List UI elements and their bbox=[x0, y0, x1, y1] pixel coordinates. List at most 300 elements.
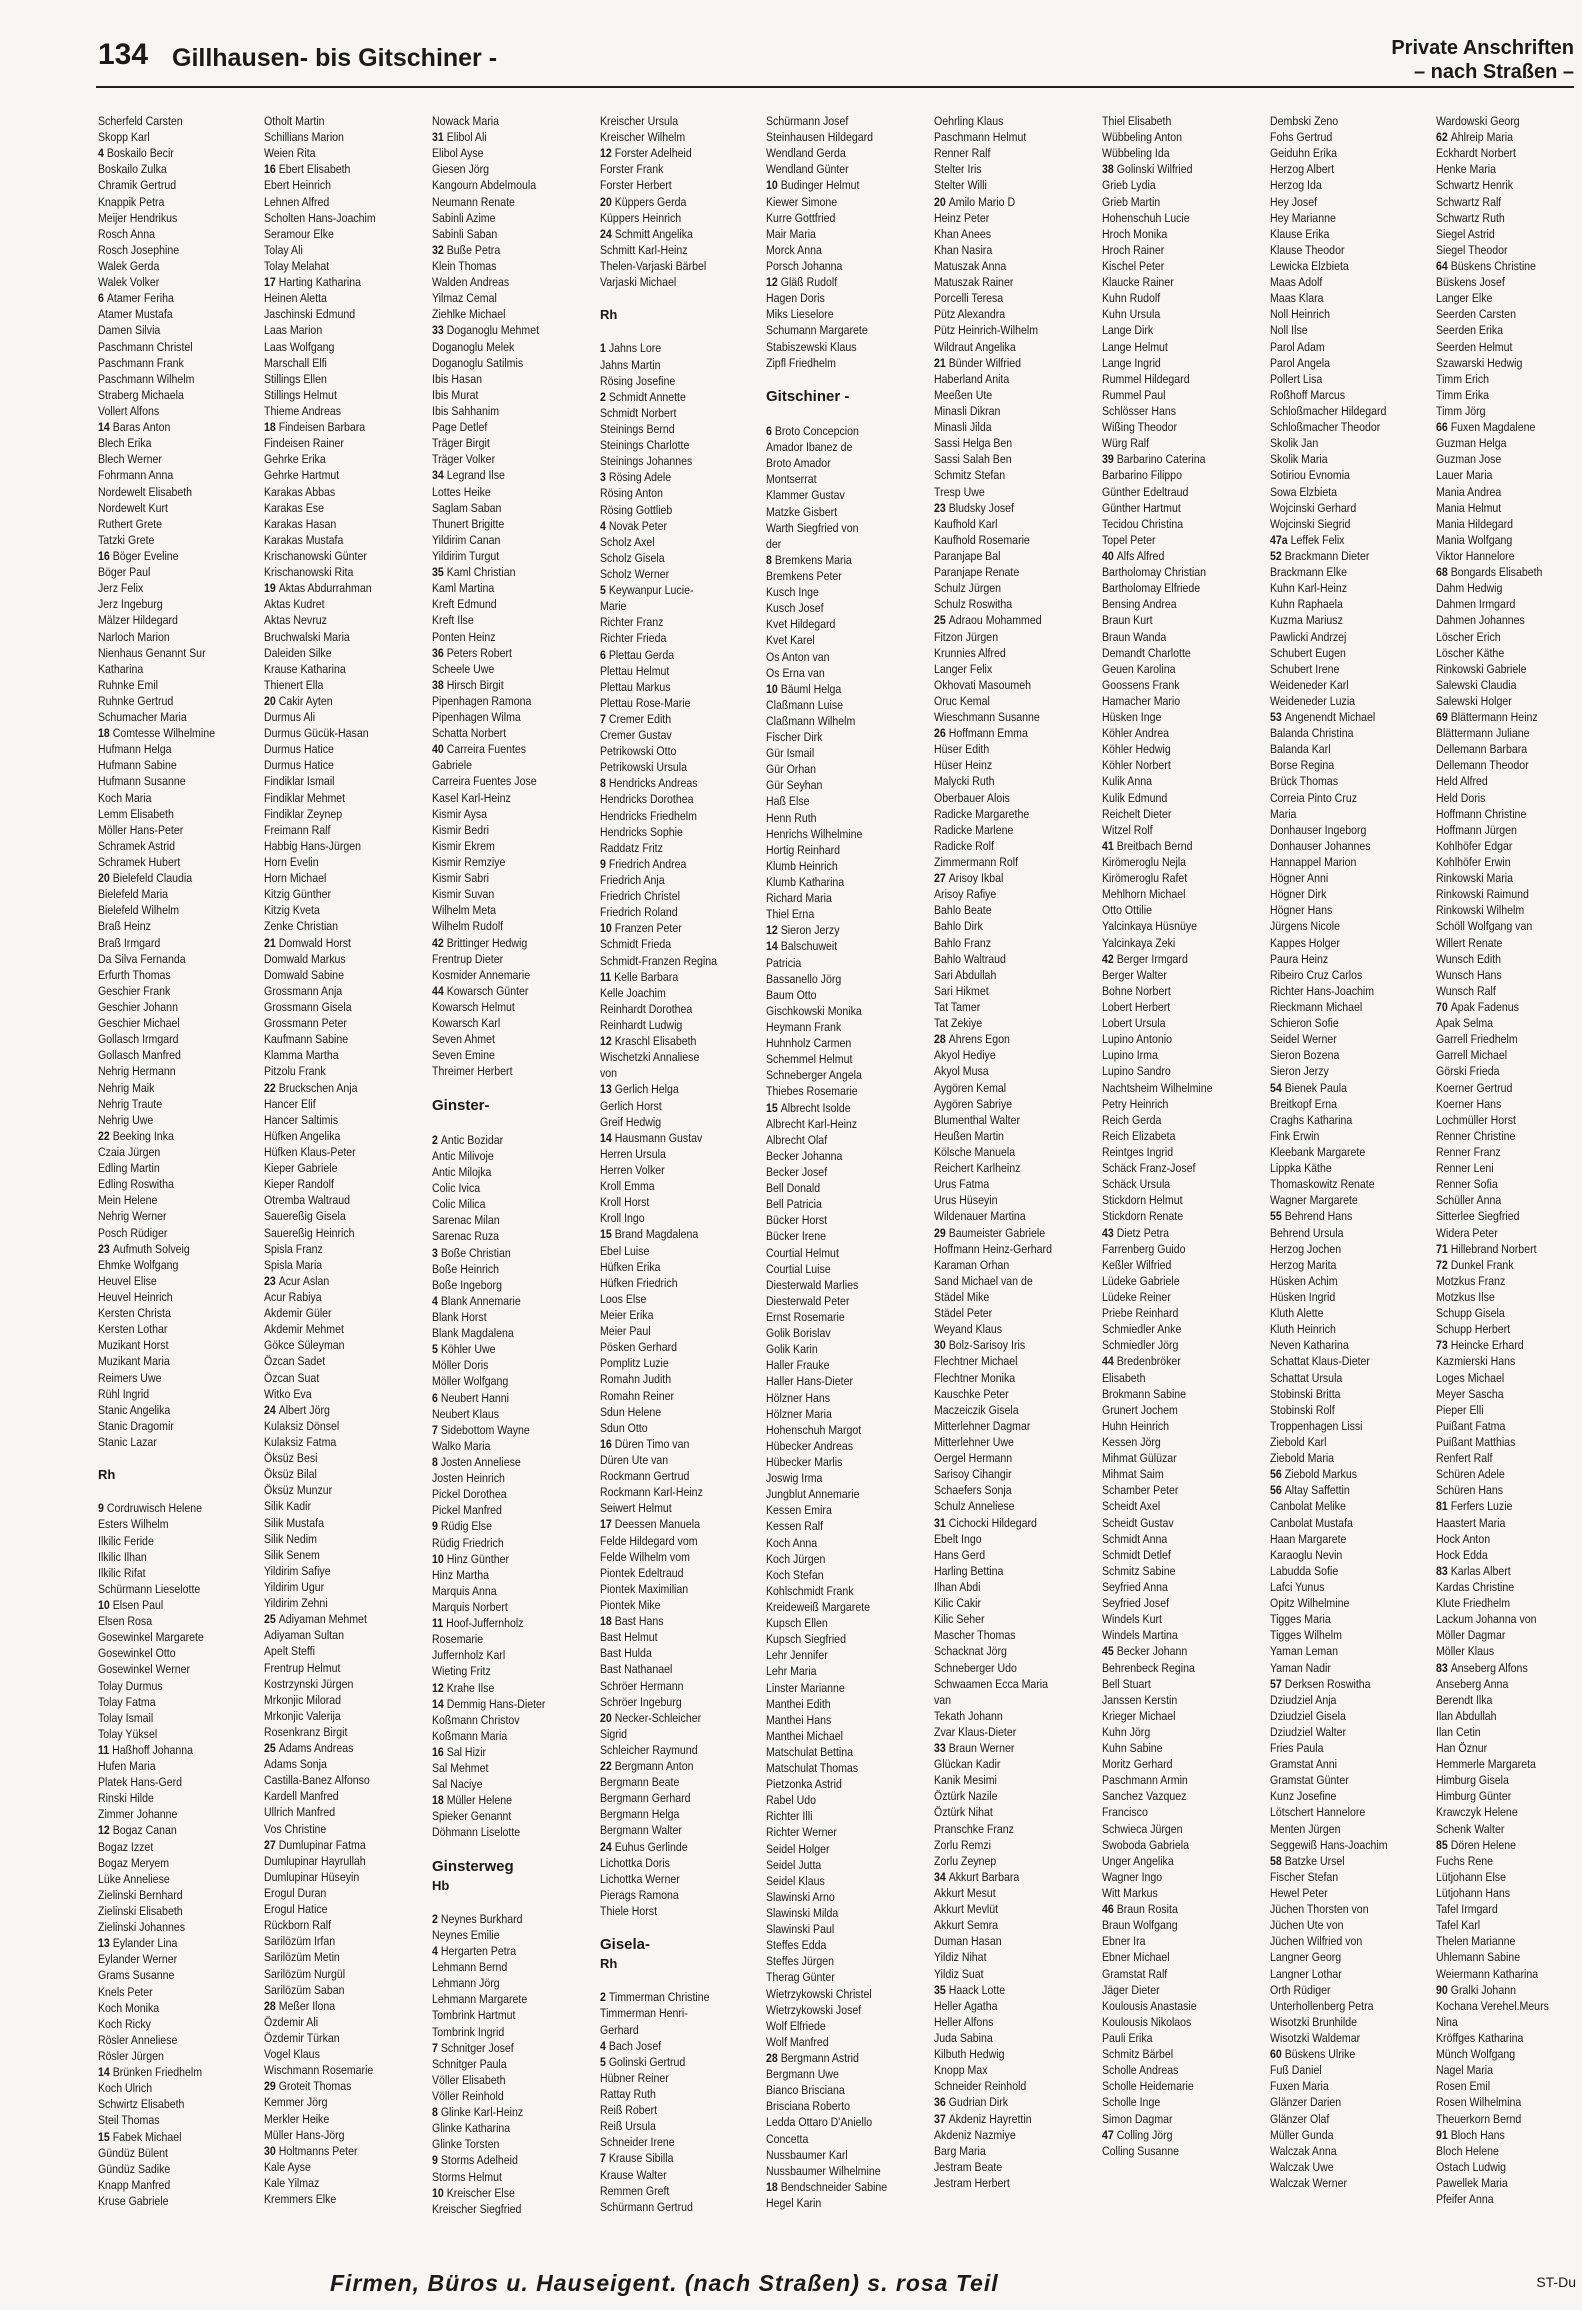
directory-entry: Slawinski Arno bbox=[766, 1889, 835, 1904]
directory-entry: Akdeniz Nazmiye bbox=[934, 2127, 1016, 2142]
directory-entry: Erogul Duran bbox=[264, 1886, 327, 1901]
directory-entry: Mein Helene bbox=[98, 1193, 158, 1208]
house-number: 58 bbox=[1270, 1853, 1285, 1868]
directory-entry: Sanchez Vazquez bbox=[1102, 1789, 1187, 1804]
directory-entry: Akkurt Mesut bbox=[934, 1886, 996, 1901]
directory-entry: Schupp Herbert bbox=[1436, 1322, 1511, 1337]
directory-entry: Schmiedler Jörg bbox=[1102, 1338, 1179, 1353]
directory-entry: Schmiedler Anke bbox=[1102, 1322, 1182, 1337]
directory-entry: Sowa Elzbieta bbox=[1270, 484, 1338, 499]
directory-entry: Janssen Kerstin bbox=[1102, 1692, 1178, 1707]
directory-entry: Bergmann Beate bbox=[600, 1775, 680, 1790]
directory-entry: 37 Akdeniz Hayrettin bbox=[934, 2111, 1032, 2126]
house-number: 12 bbox=[432, 1680, 447, 1695]
directory-entry: Doganoglu Melek bbox=[432, 339, 515, 354]
directory-entry: Balanda Christina bbox=[1270, 726, 1354, 741]
directory-entry: 8 Hendricks Andreas bbox=[600, 776, 698, 791]
house-number: 23 bbox=[264, 1273, 279, 1288]
directory-entry: 28 Meßer Ilona bbox=[264, 1998, 336, 2013]
directory-entry: Lewicka Elzbieta bbox=[1270, 258, 1349, 273]
directory-entry: Witko Eva bbox=[264, 1386, 312, 1401]
directory-entry: 16 Böger Eveline bbox=[98, 548, 179, 563]
directory-entry: Karaman Orhan bbox=[934, 1257, 1010, 1272]
directory-entry: Urus Hüseyin bbox=[934, 1193, 998, 1208]
directory-entry: Forster Frank bbox=[600, 162, 664, 177]
directory-entry: Schürmann Gertrud bbox=[600, 2199, 693, 2214]
directory-entry: 33 Doganoglu Mehmet bbox=[432, 323, 540, 338]
directory-entry: Lehmann Bernd bbox=[432, 1960, 508, 1975]
house-number: 9 bbox=[432, 2153, 441, 2168]
directory-entry: Oergel Hermann bbox=[934, 1451, 1013, 1466]
directory-entry: Koßmann Maria bbox=[432, 1728, 508, 1743]
directory-entry: Walczak Uwe bbox=[1270, 2159, 1334, 2174]
directory-entry: Sarilözüm Saban bbox=[264, 1982, 345, 1997]
directory-entry: Rosen Emil bbox=[1436, 2079, 1491, 2094]
directory-entry: Wardowski Georg bbox=[1436, 114, 1520, 128]
footer-note: Firmen, Büros u. Hauseigent. (nach Straßen) s. rosa Teil bbox=[330, 2270, 999, 2296]
directory-entry: Katharina bbox=[98, 661, 144, 676]
directory-entry: Sarisoy Cihangir bbox=[934, 1467, 1012, 1482]
directory-entry: Schattat Ursula bbox=[1270, 1370, 1343, 1385]
directory-entry: Hübecker Marlis bbox=[766, 1454, 843, 1469]
directory-entry: Lüke Anneliese bbox=[98, 1871, 170, 1886]
directory-entry: Lafci Yunus bbox=[1270, 1579, 1325, 1594]
directory-entry: Reinhardt Ludwig bbox=[600, 1018, 683, 1033]
directory-entry: Marschall Elfi bbox=[264, 355, 327, 370]
directory-entry: Balanda Karl bbox=[1270, 742, 1331, 757]
directory-entry: Kulaksiz Dönsel bbox=[264, 1418, 340, 1433]
house-number: 27 bbox=[934, 871, 949, 886]
directory-entry: 83 Anseberg Alfons bbox=[1436, 1660, 1528, 1675]
house-number: 12 bbox=[600, 146, 615, 161]
directory-entry: Kunz Josefine bbox=[1270, 1789, 1337, 1804]
directory-entry: Therag Günter bbox=[766, 1970, 835, 1985]
directory-entry: Brisciana Roberto bbox=[766, 2099, 851, 2114]
directory-entry: Braun Wanda bbox=[1102, 629, 1167, 644]
directory-entry: Brokmann Sabine bbox=[1102, 1386, 1187, 1401]
directory-entry: 20 Amilo Mario D bbox=[934, 194, 1016, 209]
directory-entry: Gramstat Anni bbox=[1270, 1757, 1338, 1772]
house-number: 45 bbox=[1102, 1644, 1117, 1659]
directory-entry: Sigrid bbox=[600, 1726, 628, 1741]
house-number: 60 bbox=[1270, 2047, 1285, 2062]
directory-entry: Salewski Claudia bbox=[1436, 677, 1517, 692]
directory-entry: Wildenauer Martina bbox=[934, 1209, 1026, 1224]
directory-entry: Bahlo Beate bbox=[934, 903, 992, 918]
directory-entry: Braun Wolfgang bbox=[1102, 1918, 1178, 1933]
directory-entry: Morck Anna bbox=[766, 242, 822, 257]
directory-entry: 53 Angenendt Michael bbox=[1270, 710, 1376, 725]
directory-entry: Piontek Maximilian bbox=[600, 1581, 689, 1596]
directory-entry: Yildirim Ugur bbox=[264, 1579, 325, 1594]
directory-entry: Ebelt Ingo bbox=[934, 1531, 982, 1546]
directory-entry: 24 Euhus Gerlinde bbox=[600, 1839, 688, 1854]
directory-entry: Aygören Sabriye bbox=[934, 1096, 1013, 1111]
directory-entry: 69 Blättermann Heinz bbox=[1436, 710, 1538, 725]
directory-entry: Mehlhorn Michael bbox=[1102, 887, 1186, 902]
directory-entry: Friedrich Anja bbox=[600, 873, 665, 888]
directory-entry: Schloßmacher Theodor bbox=[1270, 420, 1381, 435]
directory-column bbox=[600, 113, 760, 2223]
house-number: 29 bbox=[264, 2079, 279, 2094]
house-number: 10 bbox=[432, 1551, 447, 1566]
directory-entry: Ilan Abdullah bbox=[1436, 1708, 1497, 1723]
directory-entry: 81 Ferfers Luzie bbox=[1436, 1499, 1513, 1514]
directory-entry: Gerlich Horst bbox=[600, 1098, 662, 1113]
directory-entry: Reich Elizabeta bbox=[1102, 1128, 1176, 1143]
directory-entry: Kismir Aysa bbox=[432, 806, 488, 821]
house-number: 41 bbox=[1102, 838, 1117, 853]
directory-entry: Stillings Helmut bbox=[264, 387, 337, 402]
directory-entry: Yalcinkaya Hüsnüye bbox=[1102, 919, 1198, 934]
directory-entry: Rockmann Karl-Heinz bbox=[600, 1485, 703, 1500]
directory-entry: Baum Otto bbox=[766, 987, 817, 1002]
directory-entry: Mrkonjic Milorad bbox=[264, 1692, 341, 1707]
directory-entry: Stobinski Rolf bbox=[1270, 1402, 1335, 1417]
directory-entry: Wendland Gerda bbox=[766, 146, 846, 161]
directory-entry: Wildraut Angelika bbox=[934, 339, 1016, 354]
directory-entry: Schlösser Hans bbox=[1102, 403, 1177, 418]
house-number: 40 bbox=[1102, 548, 1117, 563]
directory-entry: Saglam Saban bbox=[432, 500, 502, 515]
directory-entry: Aktas Kudret bbox=[264, 597, 325, 612]
directory-entry: Seyfried Josef bbox=[1102, 1596, 1170, 1611]
directory-entry: 18 Bast Hans bbox=[600, 1614, 664, 1629]
directory-entry: Träger Volker bbox=[432, 452, 496, 467]
directory-entry: Klamma Martha bbox=[264, 1048, 339, 1063]
directory-entry: Schulz Anneliese bbox=[934, 1499, 1015, 1514]
directory-entry: Aktas Nevruz bbox=[264, 613, 327, 628]
directory-entry: Schwartz Henrik bbox=[1436, 178, 1513, 193]
directory-entry: Albrecht Olaf bbox=[766, 1132, 828, 1147]
directory-entry: Minasli Dikran bbox=[934, 403, 1001, 418]
directory-entry: Koch Stefan bbox=[766, 1567, 824, 1582]
directory-entry: Otto Ottilie bbox=[1102, 903, 1152, 918]
directory-entry: Eylander Werner bbox=[98, 1952, 178, 1967]
directory-entry: Slawinski Paul bbox=[766, 1922, 835, 1937]
directory-entry: Bergmann Helga bbox=[600, 1807, 680, 1822]
directory-entry: Dumlupinar Hüseyin bbox=[264, 1869, 360, 1884]
directory-entry: Hüfken Erika bbox=[600, 1259, 661, 1274]
directory-entry: Horn Michael bbox=[264, 871, 327, 886]
house-number: 44 bbox=[1102, 1354, 1117, 1369]
directory-entry: Gollasch Manfred bbox=[98, 1048, 181, 1063]
directory-entry: Seidel Holger bbox=[766, 1841, 830, 1856]
directory-entry: Courtial Luise bbox=[766, 1261, 831, 1276]
house-number: 20 bbox=[600, 1710, 615, 1725]
spacer bbox=[98, 1484, 258, 1500]
directory-entry: Dumlupinar Hayrullah bbox=[264, 1853, 366, 1868]
directory-entry: Seerden Helmut bbox=[1436, 339, 1513, 354]
directory-column bbox=[766, 113, 926, 2223]
directory-entry: Slawinski Milda bbox=[766, 1906, 839, 1921]
house-number: 8 bbox=[432, 2105, 441, 2120]
directory-entry: Schmidt Norbert bbox=[600, 405, 677, 420]
directory-entry: Koch Maria bbox=[98, 790, 152, 805]
directory-entry: Glinke Katharina bbox=[432, 2121, 511, 2136]
directory-entry: Herren Ursula bbox=[600, 1146, 666, 1161]
directory-entry: Lange Dirk bbox=[1102, 323, 1154, 338]
street-heading: Gisela- bbox=[600, 1936, 651, 1954]
directory-entry: Maas Klara bbox=[1270, 291, 1324, 306]
directory-entry: Renner Sofia bbox=[1436, 1177, 1498, 1192]
directory-entry: Kroll Ingo bbox=[600, 1211, 645, 1226]
directory-entry: Löscher Käthe bbox=[1436, 645, 1505, 660]
directory-entry: 17 Harting Katharina bbox=[264, 275, 362, 290]
directory-entry: Haß Else bbox=[766, 794, 810, 809]
directory-entry: Schöll Wolfgang van bbox=[1436, 919, 1533, 934]
directory-entry: Claßmann Luise bbox=[766, 697, 844, 712]
directory-entry: Vos Christine bbox=[264, 1821, 327, 1836]
directory-entry: Romahn Reiner bbox=[600, 1388, 675, 1403]
directory-entry: Völler Elisabeth bbox=[432, 2072, 506, 2087]
directory-entry: Jestram Beate bbox=[934, 2159, 1003, 2174]
directory-entry: Jaschinski Edmund bbox=[264, 307, 356, 322]
directory-entry: Zipfl Friedhelm bbox=[766, 355, 836, 370]
directory-entry: Ledda Ottaro D'Aniello bbox=[766, 2115, 873, 2130]
directory-column bbox=[934, 113, 1094, 2223]
directory-entry: Breitkopf Erna bbox=[1270, 1096, 1338, 1111]
directory-entry: Yilmaz Cemal bbox=[432, 291, 497, 306]
directory-entry: 71 Hillebrand Norbert bbox=[1436, 1241, 1537, 1256]
directory-entry: Heller Agatha bbox=[934, 1998, 998, 2013]
directory-entry: Jerz Felix bbox=[98, 581, 144, 596]
house-number: 43 bbox=[1102, 1225, 1117, 1240]
directory-entry: 10 Franzen Peter bbox=[600, 921, 682, 936]
directory-entry: Maas Adolf bbox=[1270, 275, 1323, 290]
directory-entry: Vollert Alfons bbox=[98, 403, 160, 418]
directory-entry: Zimmer Johanne bbox=[98, 1807, 178, 1822]
directory-entry: Reich Gerda bbox=[1102, 1112, 1162, 1127]
directory-entry: Nordewelt Elisabeth bbox=[98, 484, 193, 499]
directory-entry: Ehmke Wolfgang bbox=[98, 1257, 179, 1272]
directory-entry: Henke Maria bbox=[1436, 162, 1496, 177]
directory-columns bbox=[98, 113, 1574, 2223]
directory-entry: Kersten Christa bbox=[98, 1306, 171, 1321]
house-number: 10 bbox=[432, 2185, 447, 2200]
directory-entry: Skolik Jan bbox=[1270, 436, 1319, 451]
directory-entry: Kieper Randolf bbox=[264, 1177, 334, 1192]
directory-entry: Hans Gerd bbox=[934, 1547, 986, 1562]
directory-entry: Mania Helmut bbox=[1436, 500, 1502, 515]
directory-entry: Bell Donald bbox=[766, 1181, 821, 1196]
directory-entry: Ziebold Karl bbox=[1270, 1434, 1327, 1449]
directory-entry: Schemmel Helmut bbox=[766, 1052, 853, 1067]
directory-entry: Schäck Ursula bbox=[1102, 1177, 1171, 1192]
directory-entry: Henrichs Wilhelmine bbox=[766, 826, 863, 841]
directory-entry: 42 Berger Irmgard bbox=[1102, 951, 1188, 966]
directory-entry: Kvet Karel bbox=[766, 633, 815, 648]
house-number: 15 bbox=[98, 2129, 113, 2144]
directory-entry: 27 Arisoy Ikbal bbox=[934, 871, 1004, 886]
directory-entry: Huhn Heinrich bbox=[1102, 1418, 1170, 1433]
directory-entry: Lottes Heike bbox=[432, 484, 491, 499]
house-number: 12 bbox=[600, 1034, 615, 1049]
directory-entry: Lüdeke Reiner bbox=[1102, 1289, 1171, 1304]
directory-entry: Reichelt Dieter bbox=[1102, 806, 1172, 821]
directory-entry: Sarilözüm Irfan bbox=[264, 1934, 336, 1949]
directory-entry: Nachtsheim Wilhelmine bbox=[1102, 1080, 1213, 1095]
house-number: 29 bbox=[934, 1225, 949, 1240]
directory-entry: 9 Friedrich Andrea bbox=[600, 856, 687, 871]
street-heading: Ginsterweg bbox=[432, 1857, 514, 1875]
directory-entry: 14 Demmig Hans-Dieter bbox=[432, 1696, 546, 1711]
directory-entry: Bianco Brisciana bbox=[766, 2083, 845, 2098]
directory-entry: Menten Jürgen bbox=[1270, 1821, 1341, 1836]
directory-entry: Seven Emine bbox=[432, 1048, 495, 1063]
directory-entry: Wilhelm Meta bbox=[432, 903, 497, 918]
directory-entry: Stelter Willi bbox=[934, 178, 987, 193]
directory-entry: Puißant Matthias bbox=[1436, 1434, 1516, 1449]
directory-entry: Os Anton van bbox=[766, 649, 830, 664]
directory-entry: Düren Ute van bbox=[600, 1452, 669, 1467]
directory-entry: Tolay Fatma bbox=[98, 1694, 156, 1709]
directory-entry: Dellemann Barbara bbox=[1436, 742, 1528, 757]
directory-entry: Seggewiß Hans-Joachim bbox=[1270, 1837, 1388, 1852]
directory-entry: Nehrig Hermann bbox=[98, 1064, 176, 1079]
house-number: 83 bbox=[1436, 1563, 1451, 1578]
directory-entry: Kismir Suvan bbox=[432, 887, 495, 902]
directory-entry: Walden Andreas bbox=[432, 275, 510, 290]
directory-entry: Gökce Süleyman bbox=[264, 1338, 345, 1353]
directory-entry: Walek Volker bbox=[98, 275, 160, 290]
directory-entry: Sari Abdullah bbox=[934, 967, 997, 982]
directory-entry: Friedrich Roland bbox=[600, 905, 678, 920]
house-number: 7 bbox=[432, 2040, 441, 2055]
directory-entry: Sdun Otto bbox=[600, 1420, 648, 1435]
directory-entry: 25 Adiyaman Mehmet bbox=[264, 1612, 367, 1627]
directory-entry: Urus Fatma bbox=[934, 1177, 990, 1192]
directory-entry: Matschulat Thomas bbox=[766, 1761, 859, 1776]
directory-column bbox=[1102, 113, 1262, 2223]
directory-entry: Geiduhn Erika bbox=[1270, 146, 1338, 161]
directory-entry: Bell Stuart bbox=[1102, 1676, 1151, 1691]
directory-entry: Tolay Yüksel bbox=[98, 1726, 158, 1741]
directory-entry: Langner Georg bbox=[1270, 1950, 1342, 1965]
directory-entry: 9 Storms Adelheid bbox=[432, 2153, 518, 2168]
directory-entry: Wojcinski Siegrid bbox=[1270, 516, 1351, 531]
directory-entry: Loos Else bbox=[600, 1291, 647, 1306]
directory-entry: Kardas Christine bbox=[1436, 1579, 1515, 1594]
directory-entry: Thiel Elisabeth bbox=[1102, 114, 1172, 128]
directory-entry: Kremmers Elke bbox=[264, 2192, 337, 2207]
directory-entry: Jüchen Ute von bbox=[1270, 1918, 1344, 1933]
directory-entry: Gabriele bbox=[432, 758, 472, 773]
directory-entry: Khan Anees bbox=[934, 226, 992, 241]
directory-entry: Thiebes Rosemarie bbox=[766, 1084, 858, 1099]
directory-entry: Noll Heinrich bbox=[1270, 307, 1330, 322]
directory-entry: 5 Keywanpur Lucie- bbox=[600, 583, 694, 598]
directory-entry: 23 Aufmuth Solveig bbox=[98, 1241, 190, 1256]
directory-entry: Krunnies Alfred bbox=[934, 645, 1006, 660]
house-number: 22 bbox=[600, 1759, 615, 1774]
directory-entry: Koerner Gertrud bbox=[1436, 1080, 1513, 1095]
directory-entry: Habbig Hans-Jürgen bbox=[264, 838, 362, 853]
directory-entry: Kreft Edmund bbox=[432, 597, 497, 612]
directory-entry: Schupp Gisela bbox=[1436, 1306, 1505, 1321]
directory-entry: Blech Werner bbox=[98, 452, 162, 467]
directory-entry: Pieper Elli bbox=[1436, 1402, 1484, 1417]
directory-entry: 47 Colling Jörg bbox=[1102, 2127, 1173, 2142]
directory-entry: Widera Peter bbox=[1436, 1225, 1498, 1240]
directory-entry: Seerden Erika bbox=[1436, 323, 1504, 338]
directory-entry: Rieckmann Michael bbox=[1270, 1000, 1363, 1015]
house-number: 66 bbox=[1436, 420, 1451, 435]
directory-entry: Narloch Marion bbox=[98, 629, 170, 644]
directory-entry: Grams Susanne bbox=[98, 1968, 175, 1983]
directory-entry: 25 Adraou Mohammed bbox=[934, 613, 1042, 628]
street-heading: Rh bbox=[600, 307, 618, 323]
house-number: 28 bbox=[264, 1998, 279, 2013]
directory-entry: Sabinli Azime bbox=[432, 210, 496, 225]
directory-entry: Skopp Karl bbox=[98, 130, 150, 145]
directory-entry: 35 Kaml Christian bbox=[432, 565, 516, 580]
directory-entry: Schramek Hubert bbox=[98, 855, 181, 870]
directory-entry: Rösler Jürgen bbox=[98, 2049, 164, 2064]
house-number: 2 bbox=[600, 1990, 609, 2005]
house-number: 7 bbox=[600, 711, 609, 726]
directory-entry: Seiwert Helmut bbox=[600, 1501, 672, 1516]
directory-entry: Guzman Jose bbox=[1436, 452, 1502, 467]
directory-entry: Akyol Hediye bbox=[934, 1048, 996, 1063]
directory-entry: 12 Bogaz Canan bbox=[98, 1823, 177, 1838]
directory-entry: Scholle Andreas bbox=[1102, 2063, 1179, 2078]
directory-entry: Findiklar Mehmet bbox=[264, 790, 346, 805]
house-number: 8 bbox=[766, 552, 775, 567]
house-number: 81 bbox=[1436, 1499, 1451, 1514]
directory-entry: Wißing Theodor bbox=[1102, 420, 1178, 435]
directory-entry: 14 Baras Anton bbox=[98, 420, 171, 435]
directory-entry: Elisabeth bbox=[1102, 1370, 1146, 1385]
directory-entry: Willert Renate bbox=[1436, 935, 1503, 950]
directory-entry: Pipenhagen Ramona bbox=[432, 693, 532, 708]
directory-entry: 2 Antic Bozidar bbox=[432, 1132, 504, 1147]
directory-entry: Mania Andrea bbox=[1436, 484, 1502, 499]
directory-entry: Richter Frieda bbox=[600, 631, 667, 646]
directory-entry: Hancer Elif bbox=[264, 1096, 316, 1111]
directory-entry: Petrikowski Otto bbox=[600, 744, 677, 759]
directory-entry: 60 Büskens Ulrike bbox=[1270, 2047, 1356, 2062]
directory-entry: Oehrling Klaus bbox=[934, 114, 1004, 128]
directory-entry: Neubert Klaus bbox=[432, 1406, 500, 1421]
directory-entry: Lochmüller Horst bbox=[1436, 1112, 1516, 1127]
directory-entry: Hroch Rainer bbox=[1102, 242, 1165, 257]
directory-entry: 16 Ebert Elisabeth bbox=[264, 162, 351, 177]
house-number: 35 bbox=[934, 1982, 949, 1997]
directory-entry: Öksüz Bilal bbox=[264, 1467, 317, 1482]
directory-entry: Antic Milojka bbox=[432, 1165, 492, 1179]
directory-entry: Sal Naciye bbox=[432, 1777, 483, 1792]
directory-entry: Weideneder Karl bbox=[1270, 677, 1349, 692]
directory-entry: 14 Brünken Friedhelm bbox=[98, 2065, 203, 2080]
directory-entry: Rösing Gottlieb bbox=[600, 502, 673, 517]
house-number: 25 bbox=[264, 1612, 279, 1627]
house-number: 72 bbox=[1436, 1257, 1451, 1272]
directory-entry: Silik Senem bbox=[264, 1547, 320, 1562]
directory-entry: Stillings Ellen bbox=[264, 371, 327, 386]
directory-entry: Wagner Ingo bbox=[1102, 1869, 1163, 1884]
directory-entry: Mälzer Hildegard bbox=[98, 613, 178, 628]
directory-entry: Lupino Sandro bbox=[1102, 1064, 1171, 1079]
directory-entry: Wieschmann Susanne bbox=[934, 710, 1040, 725]
directory-entry: Topel Peter bbox=[1102, 532, 1156, 547]
directory-entry: 1 Jahns Lore bbox=[600, 341, 662, 356]
directory-entry: Held Doris bbox=[1436, 790, 1486, 805]
directory-entry: Lehmann Margarete bbox=[432, 1992, 528, 2007]
directory-entry: Högner Anni bbox=[1270, 871, 1329, 886]
directory-entry: Scheidt Axel bbox=[1102, 1499, 1161, 1514]
directory-entry: Rösler Anneliese bbox=[98, 2032, 178, 2047]
